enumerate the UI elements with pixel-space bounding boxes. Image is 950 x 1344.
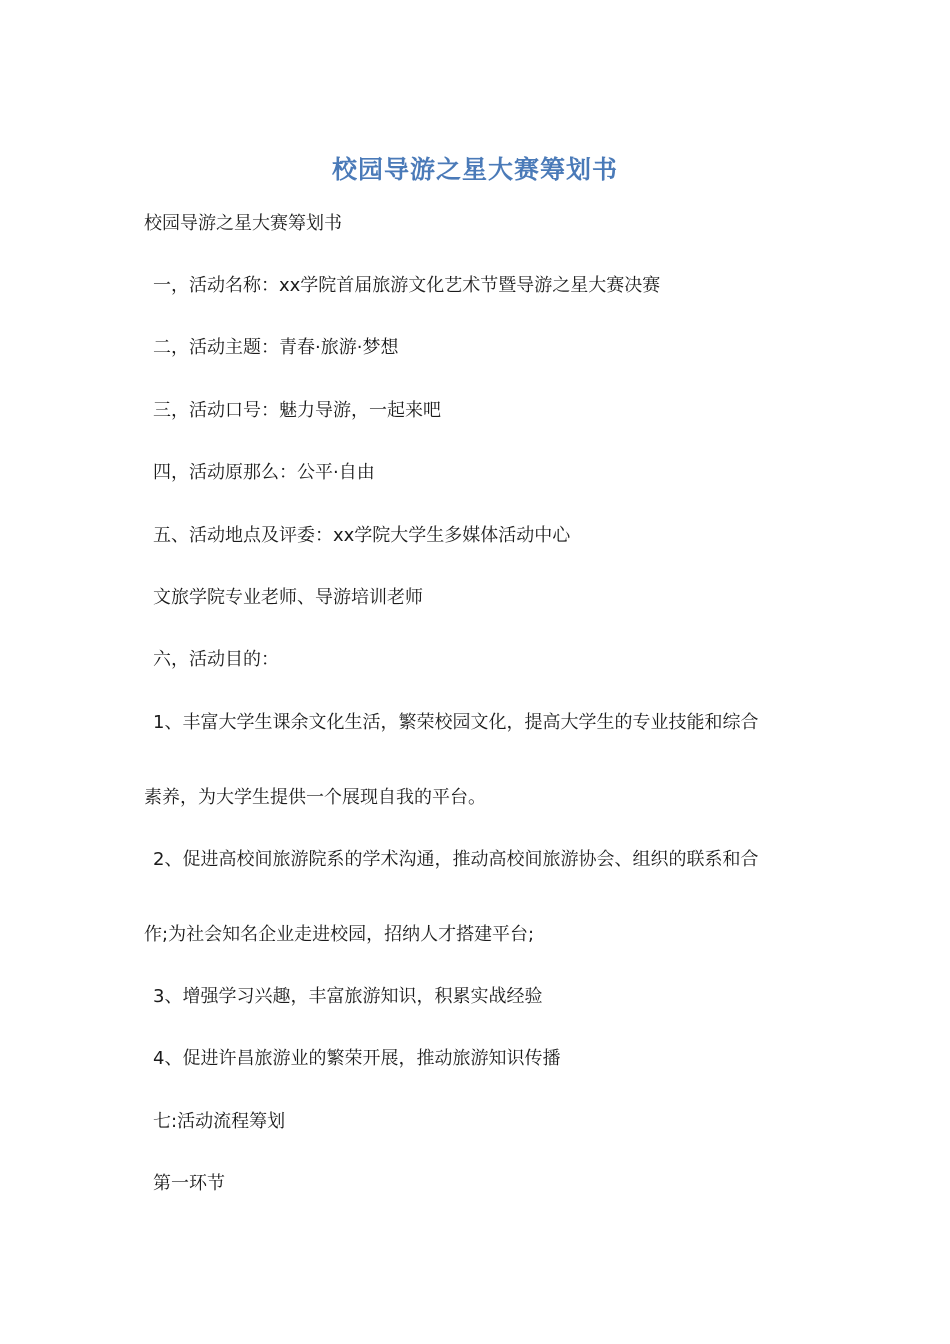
activity-purpose-heading: 六，活动目的：: [153, 649, 279, 670]
activity-flow-heading: 七:活动流程筹划: [153, 1111, 286, 1132]
purpose-item-2-cont: 作;为社会知名企业走进校园，招纳人才搭建平台;: [144, 924, 535, 945]
subtitle-line: 校园导游之星大赛筹划书: [144, 213, 342, 234]
judges-line: 文旅学院专业老师、导游培训老师: [153, 587, 423, 608]
activity-slogan-line: 三，活动口号：魅力导游，一起来吧: [153, 400, 441, 421]
purpose-item-1-cont: 素养，为大学生提供一个展现自我的平台。: [144, 787, 486, 808]
purpose-item-1: 1、丰富大学生课余文化生活，繁荣校园文化，提高大学生的专业技能和综合: [153, 712, 759, 733]
purpose-item-2: 2、促进高校间旅游院系的学术沟通，推动高校间旅游协会、组织的联系和合: [153, 849, 759, 870]
activity-theme-line: 二，活动主题：青春·旅游·梦想: [153, 337, 399, 358]
activity-name-line: 一，活动名称：xx学院首届旅游文化艺术节暨导游之星大赛决赛: [153, 275, 661, 296]
activity-principle-line: 四，活动原那么：公平·自由: [153, 462, 375, 483]
activity-venue-line: 五、活动地点及评委：xx学院大学生多媒体活动中心: [153, 525, 571, 546]
first-section-heading: 第一环节: [153, 1173, 225, 1194]
purpose-item-4: 4、促进许昌旅游业的繁荣开展，推动旅游知识传播: [153, 1048, 561, 1069]
document-title: 校园导游之星大赛筹划书: [331, 155, 618, 184]
purpose-item-3: 3、增强学习兴趣，丰富旅游知识，积累实战经验: [153, 986, 543, 1007]
